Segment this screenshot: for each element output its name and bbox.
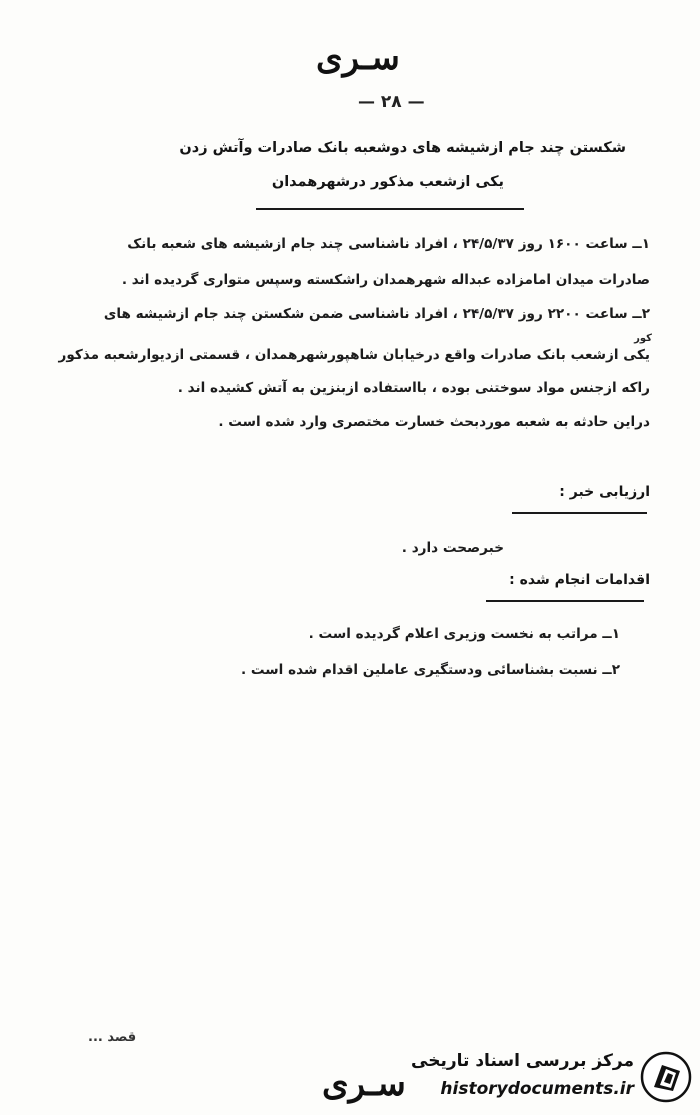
watermark-badge bbox=[376, 1049, 692, 1107]
action-item-1: ۱ــ مراتب به نخست وزیری اعلام گردیده است . bbox=[308, 626, 620, 642]
classification-bottom: سـری bbox=[322, 1064, 406, 1104]
paragraph-line-5: راکه ازجنس مواد سوختنی بوده ، بااستفاده ازبنزین به آتش کشیده اند . bbox=[177, 380, 650, 396]
title-line-1: شکستن چند جام ازشیشه های دوشعبه بانک صادرات وآتش زدن bbox=[179, 140, 626, 156]
footer-note: قصد ... bbox=[88, 1030, 137, 1045]
classification-top: سـری bbox=[316, 38, 400, 78]
paragraph-line-4: یکی ازشعب بانک صادرات واقع درخیابان شاهپورشهرهمدان ، قسمتی ازدیوارشعبه مذکور bbox=[58, 347, 650, 363]
actions-underline bbox=[486, 600, 644, 602]
evaluation-heading: ارزیابی خبر : bbox=[559, 484, 650, 500]
actions-heading: اقدامات انجام شده : bbox=[509, 572, 650, 588]
watermark-site-text: historydocuments.ir bbox=[440, 1079, 634, 1099]
evaluation-text: خبرصحت دارد . bbox=[401, 540, 504, 556]
evaluation-underline bbox=[512, 512, 647, 514]
watermark-persian-text: مرکز بررسی اسناد تاریخی bbox=[411, 1051, 634, 1071]
page-number: — ۲۸ — bbox=[358, 92, 425, 112]
title-underline bbox=[256, 208, 524, 210]
action-item-2: ۲ــ نسبت بشناسائی ودستگیری عاملین اقدام شده است . bbox=[241, 662, 620, 678]
paragraph-line-3: ۲ــ ساعت ۲۲۰۰ روز ۲۴/۵/۳۷ ، افراد ناشناسی ضمن شکستن چند جام ازشیشه های bbox=[103, 306, 650, 322]
paragraph-line-1: ۱ــ ساعت ۱۶۰۰ روز ۲۴/۵/۳۷ ، افراد ناشناسی چند جام ازشیشه های شعبه بانک bbox=[127, 236, 650, 252]
archive-logo-icon bbox=[640, 1051, 692, 1103]
title-line-2: یکی ازشعب مذکور درشهرهمدان bbox=[271, 174, 504, 190]
paragraph-line-2: صادرات میدان امامزاده عبداله شهرهمدان راشکسته وسپس متواری گردیده اند . bbox=[121, 272, 650, 288]
paragraph-line-6: دراین حادثه به شعبه موردبحث خسارت مختصری وارد شده است . bbox=[218, 414, 650, 430]
insertion-mark: کور bbox=[634, 333, 652, 344]
